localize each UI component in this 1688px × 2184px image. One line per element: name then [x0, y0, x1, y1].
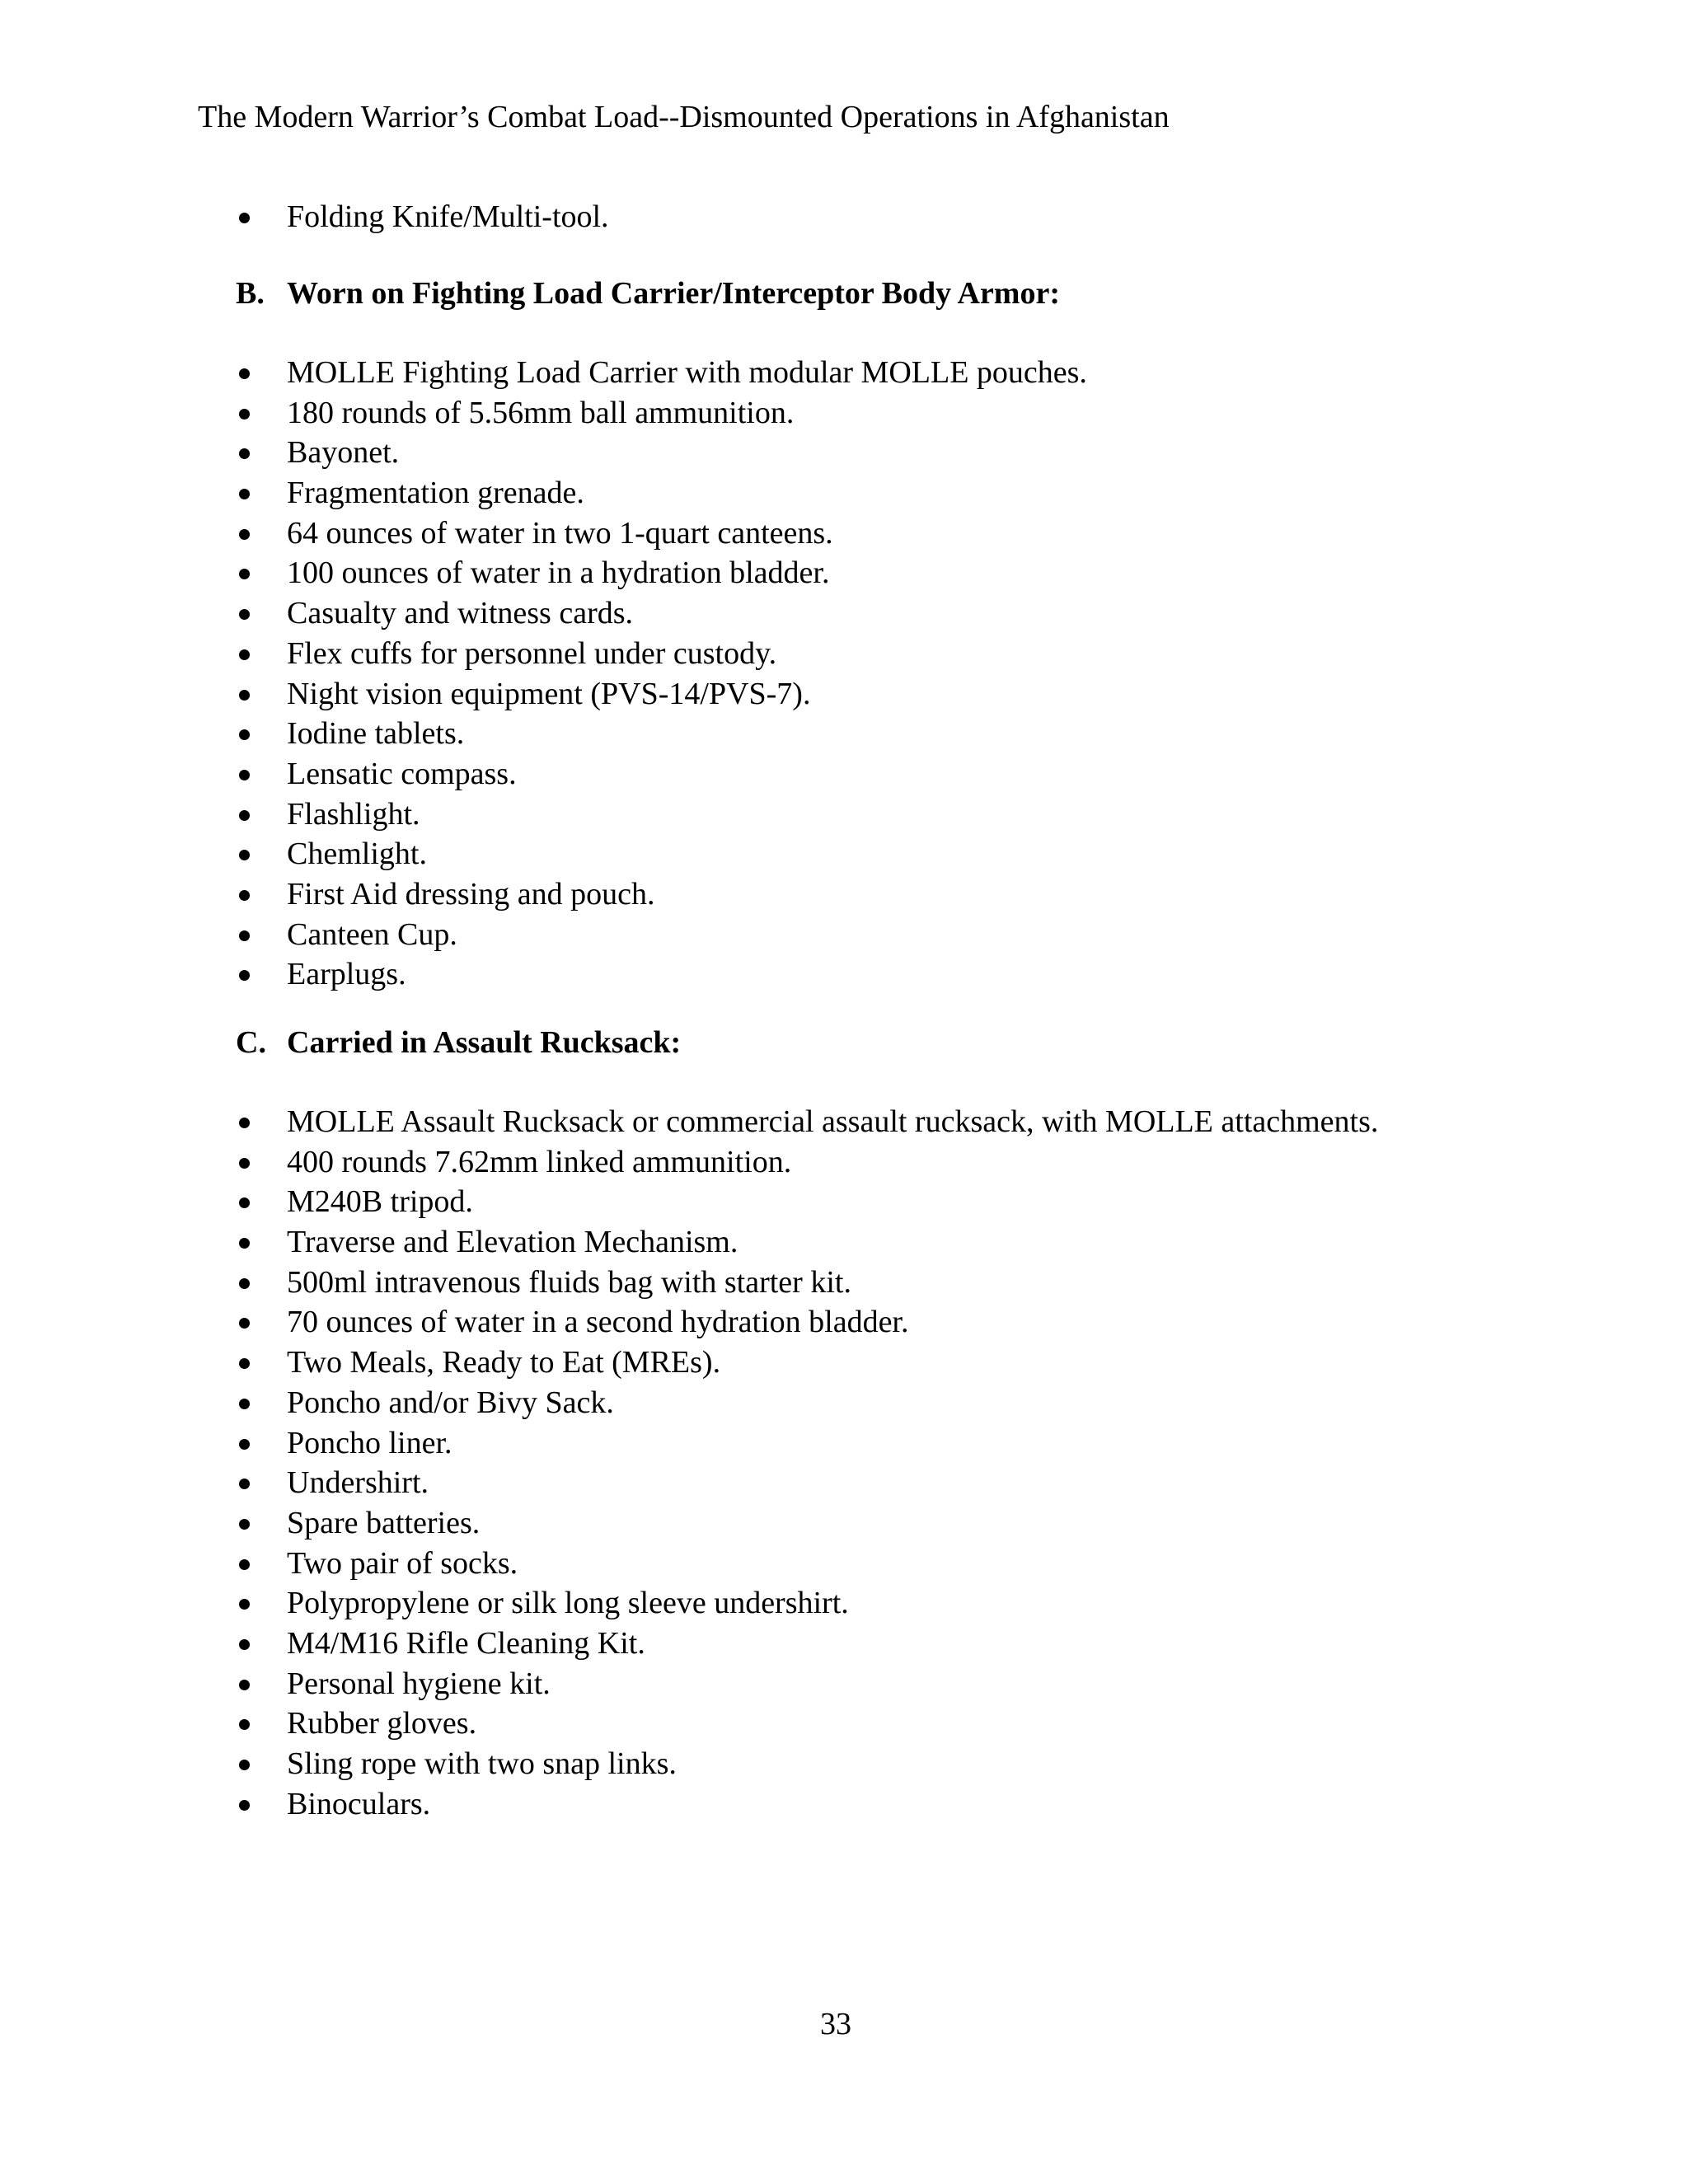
list-item: [236, 1583, 1378, 1624]
list-item: [236, 593, 1087, 634]
list-item: [236, 834, 1087, 874]
bullet-icon: [239, 810, 250, 821]
list-item-text: Polypropylene or silk long sleeve undershirt.: [287, 1586, 849, 1621]
list-item-text: Casualty and witness cards.: [287, 596, 634, 631]
list-item: [236, 954, 1087, 995]
list-item: [236, 1503, 1378, 1544]
list-item: [236, 433, 1087, 473]
list-item: [236, 1263, 1378, 1303]
list-item-text: 70 ounces of water in a second hydration bladder.: [287, 1305, 909, 1340]
list-item-text: 400 rounds 7.62mm linked ammunition.: [287, 1144, 792, 1179]
list-item: [236, 553, 1087, 593]
list-item: [236, 1744, 1378, 1784]
bullet-icon: [239, 1639, 250, 1650]
list-item: [236, 674, 1087, 715]
list-item: [236, 393, 1087, 434]
list-item: [236, 513, 1087, 554]
section-c-letter: C.: [236, 1025, 266, 1060]
section-c-bullet-list: [236, 1102, 1378, 1824]
list-item-text: 64 ounces of water in two 1-quart canteens.: [287, 515, 833, 551]
list-item: [236, 634, 1087, 674]
list-item: [236, 1302, 1378, 1343]
bullet-icon: [239, 1760, 250, 1770]
list-item: [236, 794, 1087, 835]
list-item: [236, 1142, 1378, 1183]
page-number: 33: [820, 2007, 851, 2041]
list-item-text: Flex cuffs for personnel under custody.: [287, 635, 777, 671]
bullet-icon: [239, 569, 250, 579]
running-header: The Modern Warrior’s Combat Load--Dismounted Operations in Afghanistan: [198, 100, 1170, 134]
section-b-letter: B.: [236, 276, 265, 311]
list-item-text: M240B tripod.: [287, 1184, 473, 1220]
bullet-icon: [239, 1238, 250, 1249]
list-item-text: Poncho liner.: [287, 1425, 452, 1460]
list-item: [236, 1463, 1378, 1503]
section-b-title: Worn on Fighting Load Carrier/Interceptor Body Armor:: [287, 276, 1060, 311]
bullet-icon: [239, 1519, 250, 1530]
section-b-bullet-list: [236, 353, 1087, 995]
list-item-text: MOLLE Assault Rucksack or commercial assault rucksack, with MOLLE attachments.: [287, 1104, 1379, 1139]
list-item: [236, 473, 1087, 513]
bullet-icon: [239, 729, 250, 740]
list-item-text: Earplugs.: [287, 957, 406, 992]
bullet-icon: [239, 609, 250, 620]
list-item-text: 500ml intravenous fluids bag with starter kit.: [287, 1264, 851, 1300]
list-item-text: Traverse and Elevation Mechanism.: [287, 1225, 738, 1260]
bullet-icon: [239, 970, 250, 981]
bullet-icon: [239, 1358, 250, 1369]
list-item-text: Canteen Cup.: [287, 916, 457, 952]
list-item-text: Poncho and/or Bivy Sack.: [287, 1385, 614, 1420]
section-b-heading: [236, 274, 1060, 313]
list-item-text: 180 rounds of 5.56mm ball ammunition.: [287, 395, 795, 430]
list-item: [236, 1544, 1378, 1584]
bullet-icon: [239, 1800, 250, 1811]
list-item: [236, 1102, 1378, 1142]
list-item: [236, 915, 1087, 955]
bullet-icon: [239, 1439, 250, 1450]
continued-bullet-list: [236, 197, 609, 237]
list-item: [236, 1222, 1378, 1263]
list-item-text: Undershirt.: [287, 1465, 429, 1501]
bullet-icon: [239, 1599, 250, 1610]
section-c-title: Carried in Assault Rucksack:: [287, 1025, 682, 1060]
list-item-text: Two pair of socks.: [287, 1545, 518, 1581]
bullet-icon: [239, 690, 250, 701]
list-item-text: Binoculars.: [287, 1786, 431, 1821]
bullet-icon: [239, 1719, 250, 1730]
bullet-icon: [239, 890, 250, 901]
list-item-text: M4/M16 Rifle Cleaning Kit.: [287, 1625, 645, 1661]
bullet-icon: [239, 1318, 250, 1329]
list-item: [236, 353, 1087, 393]
list-item: [236, 754, 1087, 794]
list-item-text: Spare batteries.: [287, 1505, 481, 1540]
section-c-heading: [236, 1023, 681, 1062]
list-item: [236, 1664, 1378, 1704]
list-item-text: Lensatic compass.: [287, 756, 517, 791]
list-item: [236, 874, 1087, 915]
list-item-text: First Aid dressing and pouch.: [287, 876, 655, 912]
bullet-icon: [239, 1118, 250, 1128]
list-item-text: Fragmentation grenade.: [287, 476, 584, 511]
list-item: [236, 1624, 1378, 1664]
bullet-icon: [239, 1680, 250, 1690]
bullet-icon: [239, 489, 250, 499]
list-item: [236, 1784, 1378, 1825]
bullet-icon: [239, 930, 250, 941]
bullet-icon: [239, 850, 250, 860]
bullet-icon: [239, 1158, 250, 1169]
bullet-icon: [239, 649, 250, 660]
bullet-icon: [239, 448, 250, 459]
bullet-icon: [239, 368, 250, 379]
list-item-text: Rubber gloves.: [287, 1706, 477, 1741]
list-item-text: Bayonet.: [287, 435, 400, 471]
bullet-icon: [239, 1479, 250, 1489]
bullet-icon: [239, 1278, 250, 1289]
list-item: [236, 1343, 1378, 1383]
list-item-text: 100 ounces of water in a hydration bladder.: [287, 555, 830, 591]
list-item-text: Sling rope with two snap links.: [287, 1746, 677, 1781]
bullet-icon: [239, 529, 250, 540]
bullet-icon: [239, 770, 250, 780]
list-item-text: MOLLE Fighting Load Carrier with modular MOLLE pouches.: [287, 355, 1087, 390]
list-item-text: Flashlight.: [287, 796, 420, 832]
list-item: [236, 197, 609, 237]
list-item: [236, 1182, 1378, 1222]
list-item-text: Personal hygiene kit.: [287, 1666, 551, 1701]
list-item: [236, 714, 1087, 754]
list-item-text: Chemlight.: [287, 837, 427, 872]
list-item-text: Two Meals, Ready to Eat (MREs).: [287, 1345, 721, 1380]
list-item: [236, 1383, 1378, 1423]
list-item-text: Folding Knife/Multi-tool.: [287, 199, 609, 234]
bullet-icon: [239, 1559, 250, 1570]
list-item-text: Iodine tablets.: [287, 716, 465, 752]
bullet-icon: [239, 1197, 250, 1208]
list-item: [236, 1423, 1378, 1464]
list-item: [236, 1704, 1378, 1744]
bullet-icon: [239, 213, 250, 223]
bullet-icon: [239, 1399, 250, 1409]
bullet-icon: [239, 409, 250, 419]
list-item-text: Night vision equipment (PVS-14/PVS-7).: [287, 676, 811, 711]
